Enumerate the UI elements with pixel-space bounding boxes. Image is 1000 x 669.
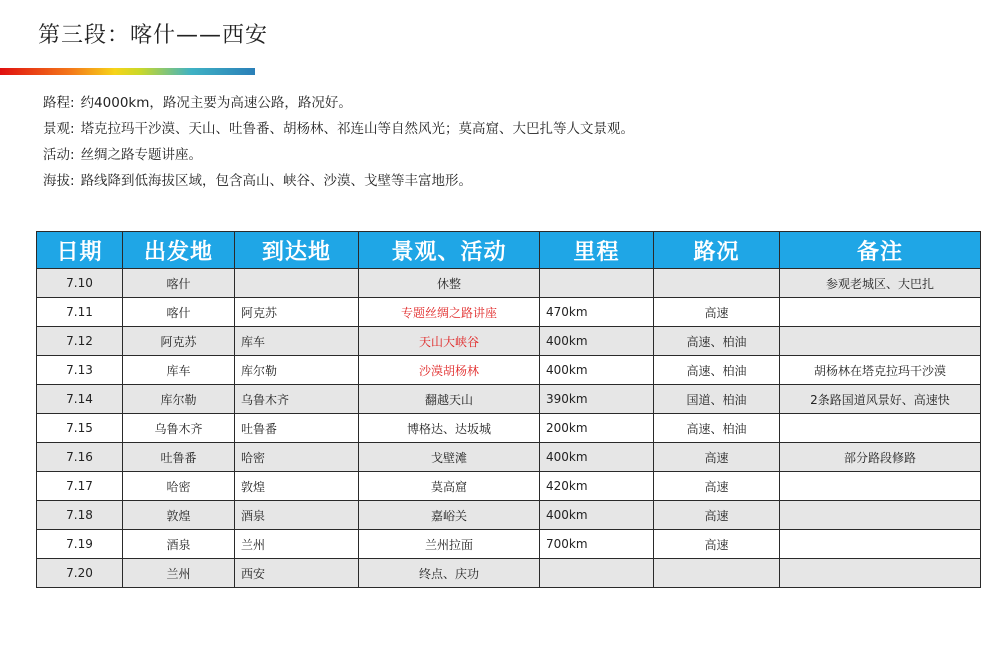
cell-from: 库尔勒 bbox=[123, 385, 235, 414]
cell-date: 7.19 bbox=[37, 530, 123, 559]
cell-from: 喀什 bbox=[123, 298, 235, 327]
cell-from: 乌鲁木齐 bbox=[123, 414, 235, 443]
schedule-table bbox=[36, 231, 981, 588]
cell-to: 西安 bbox=[235, 559, 359, 588]
cell-to: 库尔勒 bbox=[235, 356, 359, 385]
cell-to: 酒泉 bbox=[235, 501, 359, 530]
cell-note bbox=[780, 327, 981, 356]
table-row bbox=[37, 356, 981, 385]
cell-from: 喀什 bbox=[123, 269, 235, 298]
cell-from: 库车 bbox=[123, 356, 235, 385]
cell-distance: 400km bbox=[540, 443, 654, 472]
table-header-row bbox=[37, 232, 981, 269]
cell-note bbox=[780, 530, 981, 559]
info-label: 海拔: bbox=[43, 173, 75, 189]
cell-date: 7.20 bbox=[37, 559, 123, 588]
cell-from: 哈密 bbox=[123, 472, 235, 501]
cell-distance: 390km bbox=[540, 385, 654, 414]
cell-scenic: 莫高窟 bbox=[359, 472, 540, 501]
table-row bbox=[37, 501, 981, 530]
table-row bbox=[37, 414, 981, 443]
cell-scenic: 翻越天山 bbox=[359, 385, 540, 414]
header-road: 路况 bbox=[654, 232, 780, 269]
title-gradient-bar bbox=[0, 68, 255, 75]
cell-distance: 400km bbox=[540, 501, 654, 530]
cell-note bbox=[780, 501, 981, 530]
info-scenery bbox=[43, 116, 634, 142]
cell-date: 7.18 bbox=[37, 501, 123, 530]
cell-to: 吐鲁番 bbox=[235, 414, 359, 443]
cell-date: 7.11 bbox=[37, 298, 123, 327]
cell-to: 兰州 bbox=[235, 530, 359, 559]
cell-scenic: 天山大峡谷 bbox=[359, 327, 540, 356]
cell-road: 高速、柏油 bbox=[654, 414, 780, 443]
cell-from: 兰州 bbox=[123, 559, 235, 588]
cell-scenic: 嘉峪关 bbox=[359, 501, 540, 530]
table-row bbox=[37, 559, 981, 588]
header-to: 到达地 bbox=[235, 232, 359, 269]
cell-from: 敦煌 bbox=[123, 501, 235, 530]
cell-to: 哈密 bbox=[235, 443, 359, 472]
header-date: 日期 bbox=[37, 232, 123, 269]
info-activity bbox=[43, 142, 634, 168]
cell-to: 阿克苏 bbox=[235, 298, 359, 327]
table-row bbox=[37, 327, 981, 356]
route-summary bbox=[43, 90, 634, 194]
cell-scenic: 兰州拉面 bbox=[359, 530, 540, 559]
info-value: 路线降到低海拔区域，包含高山、峡谷、沙漠、戈壁等丰富地形。 bbox=[80, 173, 473, 189]
info-value: 约4000km，路况主要为高速公路，路况好。 bbox=[80, 95, 352, 111]
info-label: 路程: bbox=[43, 95, 75, 111]
cell-scenic: 休整 bbox=[359, 269, 540, 298]
cell-date: 7.12 bbox=[37, 327, 123, 356]
cell-road: 高速 bbox=[654, 530, 780, 559]
cell-from: 酒泉 bbox=[123, 530, 235, 559]
cell-date: 7.17 bbox=[37, 472, 123, 501]
info-distance bbox=[43, 90, 634, 116]
cell-distance bbox=[540, 269, 654, 298]
cell-road: 国道、柏油 bbox=[654, 385, 780, 414]
info-value: 丝绸之路专题讲座。 bbox=[80, 147, 203, 163]
cell-note: 2条路国道风景好、高速快 bbox=[780, 385, 981, 414]
header-from: 出发地 bbox=[123, 232, 235, 269]
cell-date: 7.13 bbox=[37, 356, 123, 385]
cell-road: 高速 bbox=[654, 501, 780, 530]
cell-road: 高速 bbox=[654, 472, 780, 501]
cell-from: 阿克苏 bbox=[123, 327, 235, 356]
cell-note bbox=[780, 472, 981, 501]
cell-road: 高速、柏油 bbox=[654, 356, 780, 385]
cell-to: 库车 bbox=[235, 327, 359, 356]
cell-road: 高速 bbox=[654, 298, 780, 327]
table-row bbox=[37, 269, 981, 298]
cell-to bbox=[235, 269, 359, 298]
cell-scenic: 专题丝绸之路讲座 bbox=[359, 298, 540, 327]
cell-scenic: 博格达、达坂城 bbox=[359, 414, 540, 443]
cell-from: 吐鲁番 bbox=[123, 443, 235, 472]
cell-distance: 200km bbox=[540, 414, 654, 443]
cell-date: 7.14 bbox=[37, 385, 123, 414]
table-row bbox=[37, 298, 981, 327]
table-row bbox=[37, 530, 981, 559]
info-label: 活动: bbox=[43, 147, 75, 163]
info-value: 塔克拉玛干沙漠、天山、吐鲁番、胡杨林、祁连山等自然风光；莫高窟、大巴扎等人文景观。 bbox=[80, 121, 635, 137]
cell-distance bbox=[540, 559, 654, 588]
cell-to: 乌鲁木齐 bbox=[235, 385, 359, 414]
cell-note: 部分路段修路 bbox=[780, 443, 981, 472]
table-row bbox=[37, 443, 981, 472]
info-altitude bbox=[43, 168, 634, 194]
cell-road bbox=[654, 559, 780, 588]
table-row bbox=[37, 472, 981, 501]
cell-date: 7.10 bbox=[37, 269, 123, 298]
header-distance: 里程 bbox=[540, 232, 654, 269]
header-note: 备注 bbox=[780, 232, 981, 269]
info-label: 景观: bbox=[43, 121, 75, 137]
cell-scenic: 终点、庆功 bbox=[359, 559, 540, 588]
cell-road bbox=[654, 269, 780, 298]
cell-note: 胡杨林在塔克拉玛干沙漠 bbox=[780, 356, 981, 385]
table-row bbox=[37, 385, 981, 414]
cell-note: 参观老城区、大巴扎 bbox=[780, 269, 981, 298]
cell-note bbox=[780, 414, 981, 443]
cell-to: 敦煌 bbox=[235, 472, 359, 501]
cell-road: 高速、柏油 bbox=[654, 327, 780, 356]
cell-distance: 700km bbox=[540, 530, 654, 559]
cell-scenic: 戈壁滩 bbox=[359, 443, 540, 472]
header-scenic: 景观、活动 bbox=[359, 232, 540, 269]
cell-distance: 400km bbox=[540, 356, 654, 385]
page-title: 第三段：喀什——西安 bbox=[38, 23, 269, 48]
cell-scenic: 沙漠胡杨林 bbox=[359, 356, 540, 385]
cell-note bbox=[780, 298, 981, 327]
cell-road: 高速 bbox=[654, 443, 780, 472]
cell-distance: 470km bbox=[540, 298, 654, 327]
cell-date: 7.15 bbox=[37, 414, 123, 443]
cell-distance: 400km bbox=[540, 327, 654, 356]
cell-note bbox=[780, 559, 981, 588]
cell-distance: 420km bbox=[540, 472, 654, 501]
cell-date: 7.16 bbox=[37, 443, 123, 472]
